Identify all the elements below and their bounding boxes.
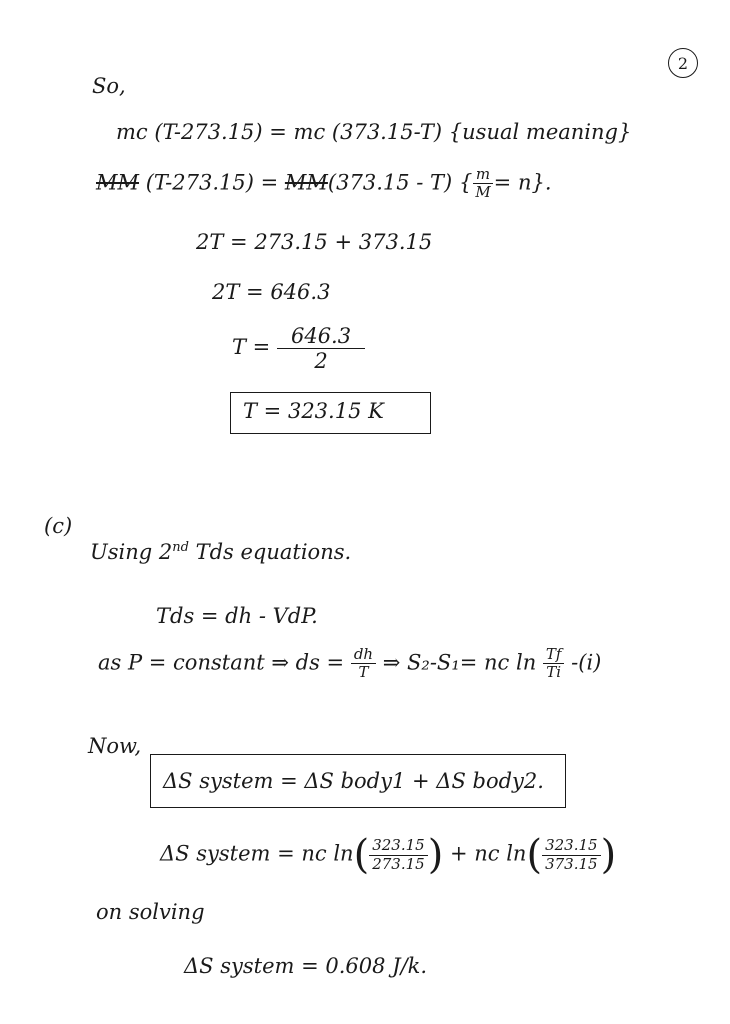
asp-fraction-2 bbox=[543, 646, 565, 682]
asp-den2: Ti bbox=[546, 663, 562, 682]
tds-equation: Tds = dh - VdP. bbox=[156, 604, 318, 628]
sys-num2: 323.15 bbox=[542, 837, 601, 855]
result-T: T = 323.15 K bbox=[243, 399, 384, 423]
now-label: Now, bbox=[88, 734, 142, 758]
result-T-box bbox=[230, 392, 431, 434]
equation-2 bbox=[96, 166, 552, 202]
sys-num1: 323.15 bbox=[369, 837, 428, 855]
sys-den2: 373.15 bbox=[545, 854, 598, 873]
eq2-left: MM bbox=[96, 170, 140, 195]
eq2-mid: (T-273.15) = bbox=[139, 170, 285, 195]
asp-mid: ⇒ S₂-S₁= nc ln bbox=[382, 650, 537, 675]
page-number-circle bbox=[668, 48, 698, 78]
eq2-mid2: MM bbox=[284, 170, 328, 195]
using-sup: nd bbox=[172, 540, 189, 555]
eq5-fraction bbox=[277, 324, 365, 373]
asp-den: T bbox=[358, 663, 369, 682]
final-result: ΔS system = 0.608 J/k. bbox=[184, 954, 428, 978]
eq2-brace-open: { bbox=[458, 170, 473, 195]
system-entropy-line: ΔS system = nc ln( $\frac{323.15}{273.15}$ ) + nc ln( $\frac{323.15}{373.15}$ ) bbox=[160, 832, 617, 878]
eq2-den: M bbox=[475, 183, 491, 202]
using-post: Tds equations. bbox=[188, 540, 352, 564]
equation-3: 2T = 273.15 + 373.15 bbox=[196, 230, 433, 254]
eq5-lhs: T = bbox=[232, 335, 271, 360]
asp-pre: as P = constant ⇒ ds = bbox=[98, 650, 345, 675]
asp-fraction-1 bbox=[351, 646, 376, 682]
part-c-label: (c) bbox=[44, 514, 73, 538]
sys-lhs: ΔS system = nc ln bbox=[160, 841, 354, 866]
eq2-brace-close: = n}. bbox=[493, 170, 552, 195]
sys-fraction-1 bbox=[369, 837, 428, 873]
equation-5 bbox=[232, 324, 365, 373]
asp-num: dh bbox=[351, 646, 376, 664]
asp-num2: Tf bbox=[543, 646, 565, 664]
delta-equation: ΔS system = ΔS body1 + ΔS body2. bbox=[163, 769, 544, 793]
eq2-num: m bbox=[473, 166, 493, 184]
so-label: So, bbox=[92, 74, 126, 98]
asp-tag: -(i) bbox=[571, 650, 602, 675]
using-tds-line bbox=[90, 540, 351, 564]
sys-fraction-2 bbox=[542, 837, 601, 873]
equation-1: mc (T-273.15) = mc (373.15-T) {usual meaning} bbox=[116, 120, 632, 144]
on-solving-label: on solving bbox=[96, 900, 205, 924]
equation-4: 2T = 646.3 bbox=[212, 280, 331, 304]
sys-mid: + nc ln bbox=[449, 841, 527, 866]
using-pre: Using 2 bbox=[90, 540, 173, 564]
as-p-constant-line bbox=[98, 646, 601, 682]
eq5-num: 646.3 bbox=[277, 324, 365, 349]
sys-den1: 273.15 bbox=[372, 854, 425, 873]
eq5-den: 2 bbox=[314, 349, 328, 374]
page-number: 2 bbox=[677, 53, 689, 73]
eq2-fraction bbox=[472, 166, 493, 202]
delta-s-box bbox=[150, 754, 566, 808]
eq2-right: (373.15 - T) bbox=[327, 170, 453, 195]
